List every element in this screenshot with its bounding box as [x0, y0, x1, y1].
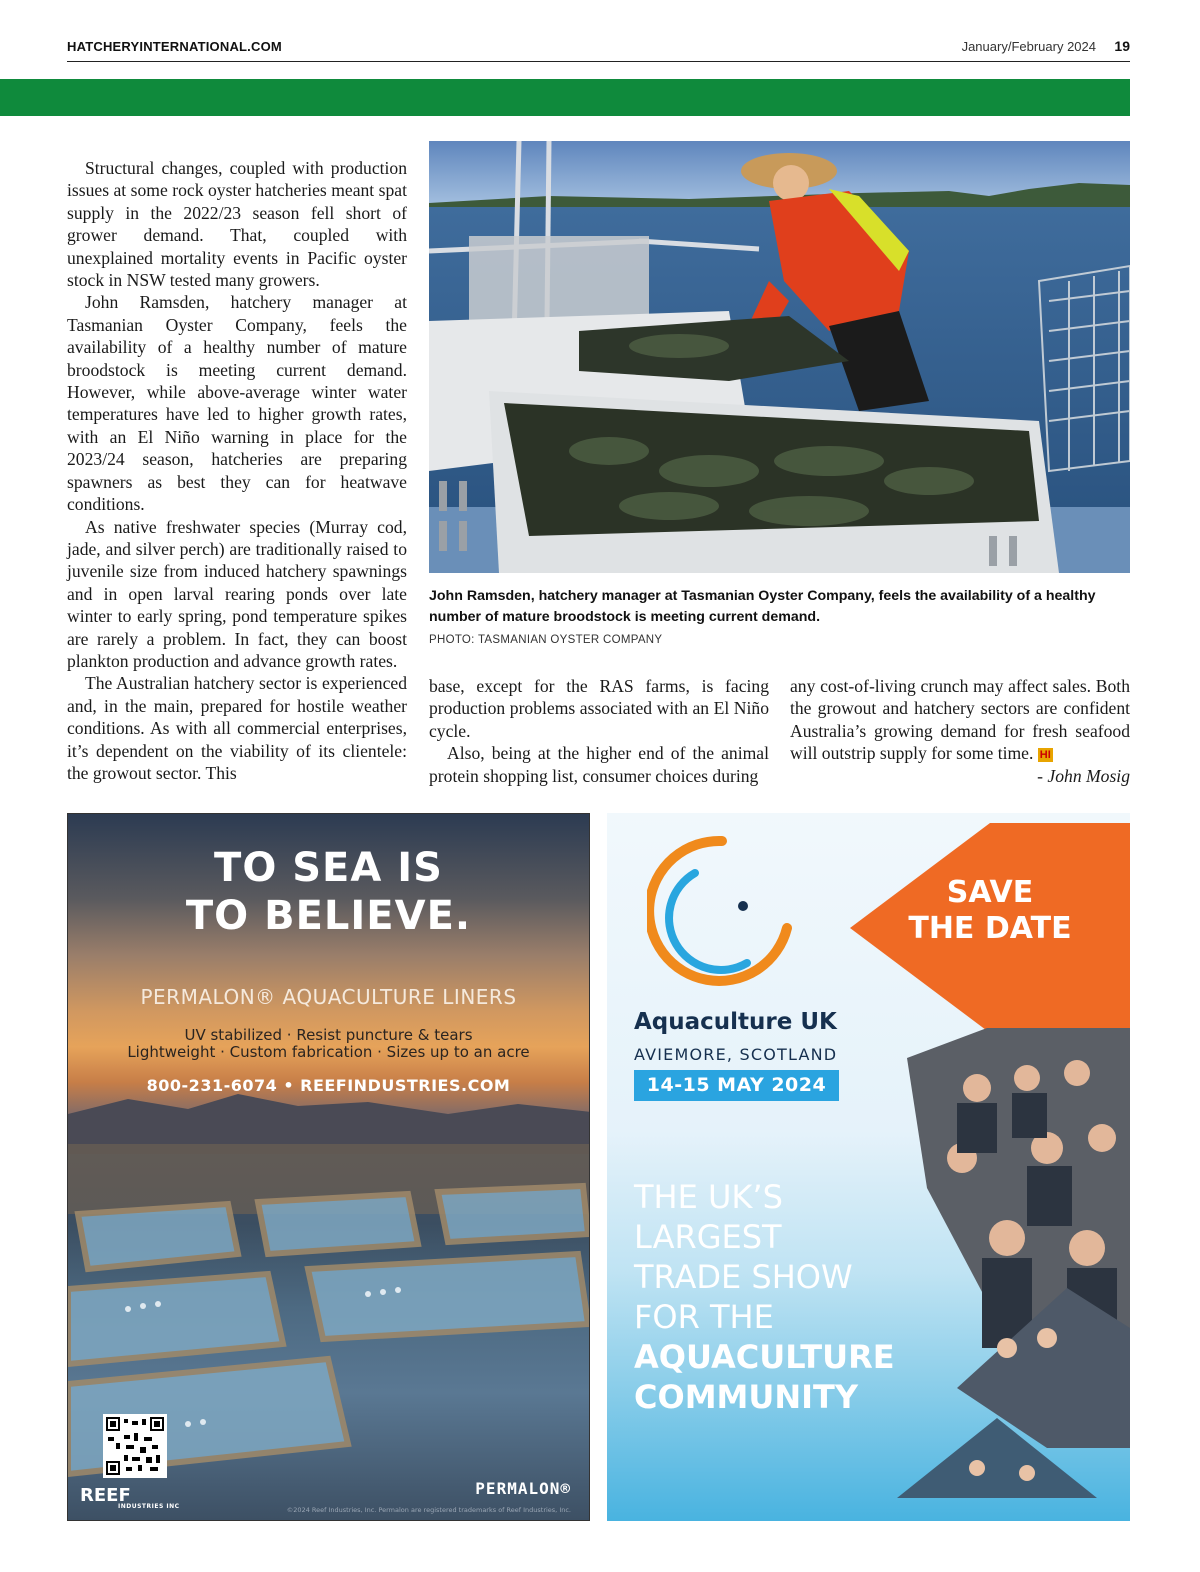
- event-location: AVIEMORE, SCOTLAND: [634, 1045, 838, 1064]
- end-mark-icon: HI: [1039, 749, 1051, 762]
- paragraph-text: any cost-of-living crunch may affect sales. Both the growout and hatchery sectors are confident Australia’s growing demand for fresh seafood will outstrip supply for some time.: [790, 676, 1130, 764]
- page-number: 19: [1114, 38, 1130, 54]
- photo-caption: John Ramsden, hatchery manager at Tasmanian Oyster Company, feels the availability of a healthy number of mature broodstock is meeting current demand.: [429, 588, 1096, 625]
- tagline-line: COMMUNITY: [634, 1378, 859, 1416]
- issue-date: January/February 2024: [961, 39, 1096, 54]
- page-header: [67, 38, 1130, 62]
- aquaculture-uk-ad[interactable]: [607, 813, 1130, 1521]
- photo-credit: PHOTO: TASMANIAN OYSTER COMPANY: [429, 634, 663, 646]
- headline-line: TO SEA IS: [214, 845, 443, 891]
- paragraph: base, except for the RAS farms, is facing production problems associated with an El Niño cycle.: [429, 676, 769, 741]
- logo-text: REEF: [80, 1485, 131, 1506]
- oyster-photo: [429, 141, 1130, 573]
- paragraph: [790, 675, 1130, 765]
- ad-features: UV stabilized · Resist puncture & tears: [184, 1026, 473, 1044]
- paragraph: Structural changes, coupled with production issues at some rock oyster hatcheries meant spat supply in the 2022/23 season fell short of grower demand. That, coupled with unexplained mortality events in Pacific oyster stock in NSW tested many growers.: [67, 158, 407, 291]
- byline: - John Mosig: [1037, 765, 1130, 786]
- section-color-band: [0, 79, 1130, 116]
- paragraph: John Ramsden, hatchery manager at Tasmanian Oyster Company, feels the availability of a healthy number of mature broodstock is meeting current demand. However, while above-average winter water temperatures have led to higher growth rates, with an El Niño warning in place for the 2023/24 season, hatcheries are preparing spawners as best they can for heatwave conditions.: [67, 292, 407, 515]
- qr-code-icon[interactable]: [103, 1414, 167, 1478]
- ad-contact[interactable]: 800-231-6074 • REEFINDUSTRIES.COM: [146, 1076, 511, 1095]
- save-the-date: [850, 875, 1130, 947]
- save-line: THE DATE: [908, 911, 1072, 946]
- aquaculture-logo-icon: [647, 833, 807, 1003]
- site-name[interactable]: HATCHERYINTERNATIONAL.COM: [67, 39, 282, 54]
- photo-illustration: [429, 141, 1130, 573]
- ad-headline: [68, 844, 589, 940]
- ad-fine-print: ©2024 Reef Industries, Inc. Permalon are registered trademarks of Reef Industries, Inc.: [286, 1506, 571, 1514]
- article-column-1: [67, 157, 407, 784]
- paragraph: Also, being at the higher end of the animal protein shopping list, consumer choices during: [429, 743, 769, 786]
- headline-line: TO BELIEVE.: [185, 893, 472, 939]
- tagline-line: AQUACULTURE: [634, 1338, 895, 1376]
- save-line: SAVE: [946, 875, 1034, 910]
- tagline-line: THE UK’S: [634, 1178, 783, 1216]
- paragraph: The Australian hatchery sector is experienced and, in the main, prepared for hostile weather conditions. As with all commercial enterprises, it’s dependent on the viability of its clientele: the growout sector. This: [67, 673, 407, 783]
- event-name: Aquaculture UK: [634, 1009, 837, 1035]
- qr-code-graphic: [106, 1417, 164, 1475]
- ad-product: PERMALON® AQUACULTURE LINERS: [140, 985, 517, 1009]
- ad-features: Lightweight · Custom fabrication · Sizes up to an acre: [127, 1043, 530, 1061]
- tagline-line: TRADE SHOW: [634, 1258, 853, 1296]
- tagline-line: FOR THE: [634, 1298, 774, 1336]
- event-dates: 14-15 MAY 2024: [634, 1070, 839, 1101]
- paragraph: As native freshwater species (Murray cod, jade, and silver perch) are traditionally raised to juvenile size from induced hatchery spawnings and in open larval rearing ponds over late winter to early spring, pond temperature spikes are rarely a problem. In fact, they can boost plankton production and advance growth rates.: [67, 516, 407, 671]
- tagline-line: LARGEST: [634, 1218, 782, 1256]
- reef-industries-ad[interactable]: [67, 813, 590, 1521]
- article-column-3: [790, 675, 1130, 787]
- permalon-logo: PERMALON®: [475, 1479, 571, 1498]
- logo-subtext: INDUSTRIES INC: [118, 1503, 180, 1510]
- article-column-2: [429, 675, 769, 787]
- event-photo-mosaic: [867, 1028, 1130, 1521]
